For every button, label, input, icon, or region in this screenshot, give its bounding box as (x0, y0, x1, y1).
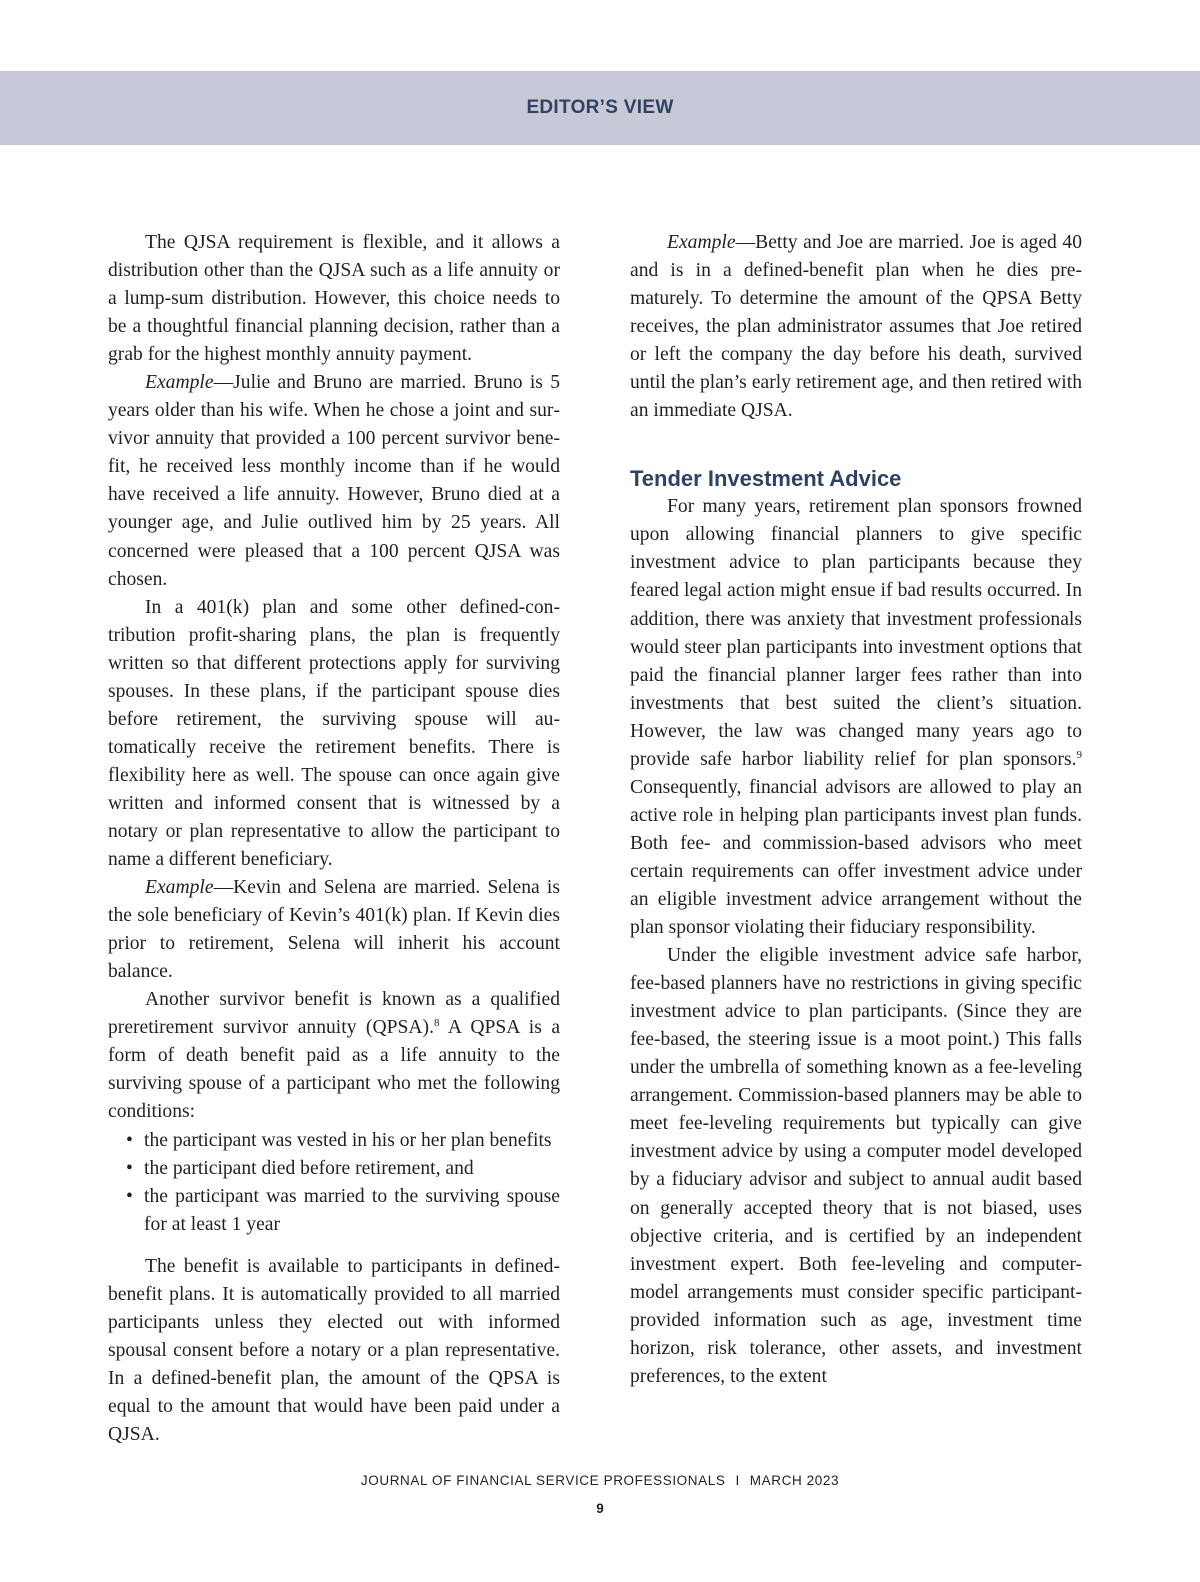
paragraph: The benefit is available to participants in defined-benefit plans. It is automatically provided to all married participants unless they elected out with informed spousal consent before a notary or a plan representative. In a defined-benefit plan, the amount of the QPSA is equal to the amount that would have been paid under a QJSA. (108, 1255, 560, 1445)
example-text: —Kevin and Selena are married. Selena is the sole beneficiary of Kevin’s 401(k) plan. If Kevin dies prior to retirement, Selena will inherit his account balance. (108, 877, 560, 983)
list-item: • the participant was vested in his or her plan benefits (108, 1127, 560, 1155)
example-paragraph (630, 229, 1082, 425)
paragraph (630, 493, 1082, 942)
example-text: —Betty and Joe are married. Joe is aged 40 and is in a defined-benefit plan when he dies prematurely. To determine the amount of the QPSA Betty receives, the plan administrator assumes that Joe retired or left the company the day before his death, survived until the plan’s early retirement age, and then retired with an immediate QJSA. (630, 232, 1082, 422)
journal-name: JOURNAL OF FINANCIAL SERVICE PROFESSIONALS (360, 1473, 726, 1488)
example-label: Example (145, 372, 214, 394)
page-footer (0, 1473, 1200, 1488)
section-title: EDITOR’S VIEW (526, 97, 674, 118)
example-paragraph (108, 874, 560, 986)
paragraph-text: Consequently, financial advisors are allowed to play an active role in helping plan participants invest plan funds. Both fee- and commission-based advisors who meet certain requirements can offer investment advice under an eligible investment advice arrangement without the plan sponsor violating their fiduciary responsibility. (630, 776, 1082, 939)
example-label: Example (667, 232, 736, 253)
footnote-ref-9[interactable]: 9 (1076, 748, 1082, 761)
issue-date: MARCH 2023 (749, 1473, 840, 1488)
example-label: Example (145, 877, 214, 899)
paragraph-text: A QPSA is a form of death benefit paid as a life annuity to the surviving spouse of a participant who met the following conditions: (108, 1017, 561, 1123)
conditions-list (108, 1127, 560, 1239)
paragraph: The QJSA requirement is flexible, and it allows a distribution other than the QJSA such as a life annuity or a lump-sum distribution. However, this choice needs to be a thoughtful financial planning decision, rather than a grab for the highest monthly annuity payment. (108, 232, 560, 366)
page-number: 9 (596, 1501, 604, 1516)
list-item: • the participant died before retirement, and (108, 1155, 560, 1183)
example-text: —Julie and Bruno are married. Bruno is 5 years older than his wife. When he chose a joint and survivor annuity that provided a 100 percent survivor benefit, he received less monthly income than if he would have received a life annuity. However, Bruno died at a younger age, and Julie outlived him by 25 years. All concerned were pleased that a 100 percent QJSA was chosen. (108, 372, 560, 590)
section-heading: Tender Investment Advice (630, 466, 902, 492)
list-item: • the participant was married to the surviving spouse for at least 1 year (108, 1183, 560, 1239)
footer-separator: I (735, 1473, 740, 1488)
left-column (108, 229, 560, 1449)
footnote-ref-8[interactable]: 8 (433, 1017, 440, 1030)
paragraph-text: For many years, retirement plan sponsors frowned upon allowing financial planners to give specific investment advice to plan participants because they feared legal action might ensue if bad results occurred. In addition, there was anxiety that investment professionals would steer plan participants into investment options that paid the financial planner larger fees rather than into investments that best suited the client’s situation. However, the law was changed many years ago to provide safe harbor liability relief for plan sponsors. (630, 496, 1082, 770)
paragraph-text: Another survivor benefit is known as a qualified preretirement survivor annuity (QPSA). (108, 989, 560, 1039)
right-column (630, 229, 1082, 1391)
section-banner (0, 71, 1200, 145)
paragraph: Under the eligible investment advice safe harbor, fee-based planners have no restrictions in giving specific investment advice to plan participants. (Since they are fee-based, the steering issue is a moot point.) This falls under the umbrella of something known as a fee-leveling arrangement. Commission-based planners may be able to meet fee-leveling requirements but typically can give investment advice by using a computer model developed by a fiduciary advisor and subject to annual audit based on generally accepted theory that is not biased, uses objective criteria, and is certified by an independent investment expert. Both fee-leveling and computer-model arrangements must consider specific participant-provided information such as age, investment time horizon, risk tolerance, other assets, and investment preferences, to the extent (630, 945, 1082, 1387)
paragraph: In a 401(k) plan and some other defined-contribution profit-sharing plans, the plan is frequently written so that different protections apply for surviving spouses. In these plans, if the participant spouse dies before retirement, the surviving spouse will automatically receive the retirement benefits. There is flexibility here as well. The spouse can once again give written and informed consent that is witnessed by a notary or plan representative to allow the participant to name a different beneficiary. (108, 596, 560, 871)
example-paragraph (108, 369, 560, 593)
paragraph (108, 986, 560, 1126)
